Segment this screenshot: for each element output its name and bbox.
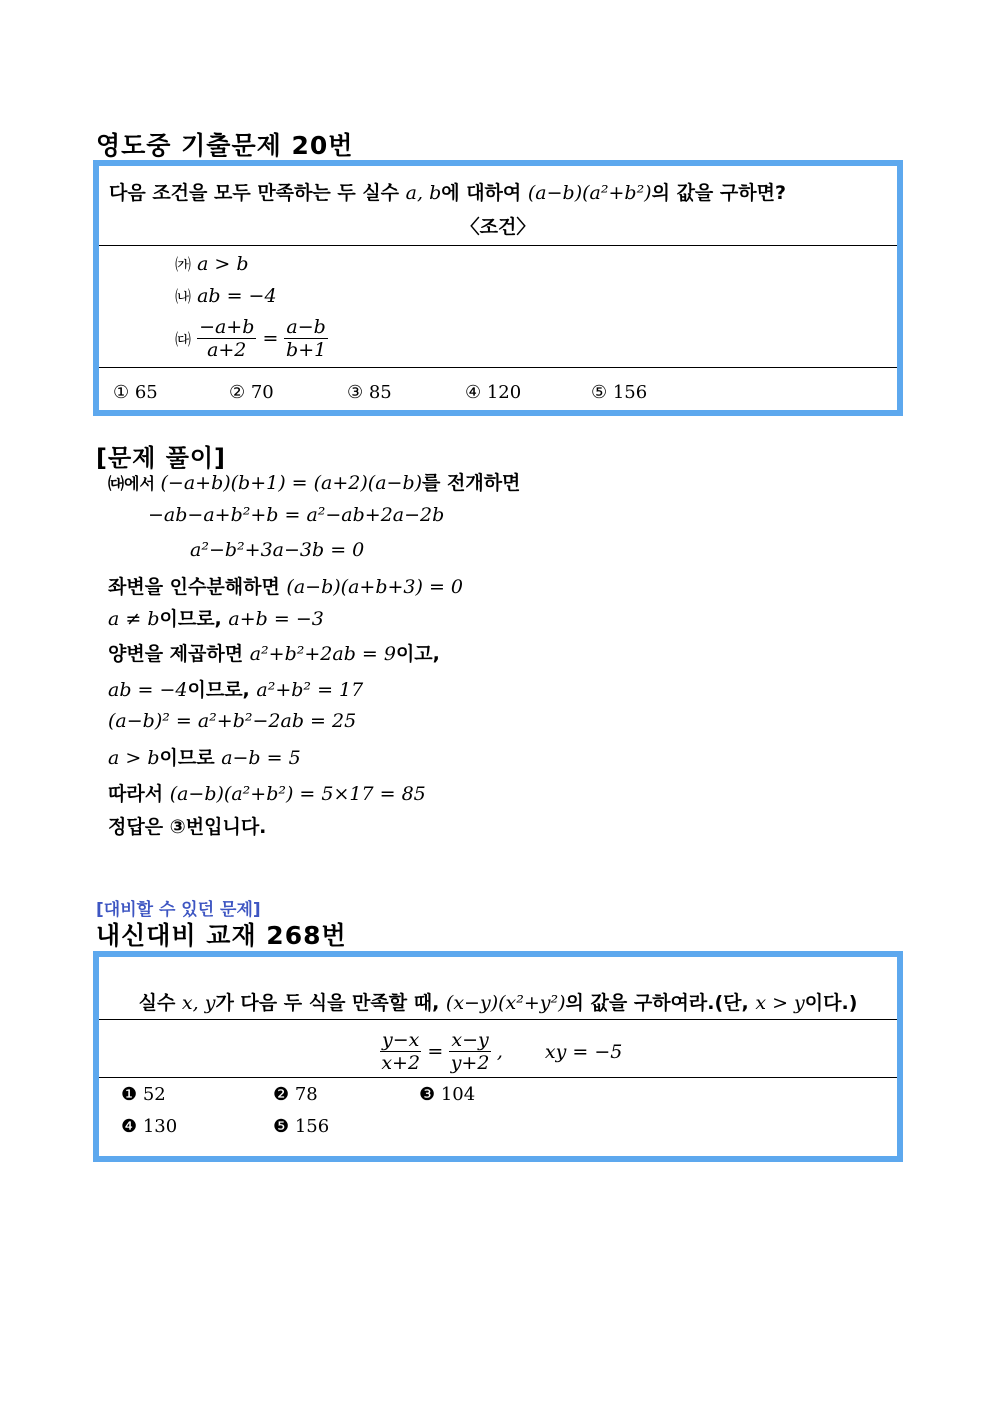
related-problem-tag: [대비할 수 있던 문제] bbox=[96, 900, 261, 920]
choice-4[interactable]: ④ 120 bbox=[465, 382, 522, 403]
choice-3[interactable]: ❸ 104 bbox=[419, 1084, 476, 1105]
solution-line-4: 좌변을 인수분해하면 (a−b)(a+b+3) = 0 bbox=[108, 576, 463, 598]
solution-line-3: a²−b²+3a−3b = 0 bbox=[190, 539, 365, 561]
problem1-question: 다음 조건을 모두 만족하는 두 실수 a, b에 대하여 (a−b)(a²+b²)의 값을 구하면? bbox=[109, 182, 786, 204]
condition-na: ㈏ ab = −4 bbox=[175, 285, 277, 307]
condition-ga: ㈎ a > b bbox=[175, 253, 249, 275]
fraction-left: $\frac{-a+b}{a+2}$ bbox=[199, 316, 255, 361]
solution-line-7: ab = −4이므로, a²+b² = 17 bbox=[108, 679, 364, 701]
condition-heading: 〈조건〉 bbox=[460, 216, 536, 238]
choice-2[interactable]: ❷ 78 bbox=[273, 1084, 318, 1105]
fraction-right: $\frac{x-y}{y+2}$ bbox=[450, 1029, 490, 1074]
choice-5[interactable]: ❺ 156 bbox=[273, 1116, 330, 1137]
solution-line-10: 따라서 (a−b)(a²+b²) = 5×17 = 85 bbox=[108, 783, 426, 805]
choice-1[interactable]: ① 65 bbox=[113, 382, 158, 403]
problem2-question: 실수 x, y가 다음 두 식을 만족할 때, (x−y)(x²+y²)의 값을 구하여라.(단, x > y이다.) bbox=[138, 992, 858, 1014]
choice-3[interactable]: ③ 85 bbox=[347, 382, 392, 403]
solution-line-5: a ≠ b이므로, a+b = −3 bbox=[108, 608, 324, 630]
divider bbox=[99, 1019, 897, 1020]
problem2-equation: $\frac{y-x}{x+2}$ = $\frac{x-y}{y+2}$ , xy = −5 bbox=[381, 1029, 623, 1074]
fraction-right: $\frac{a-b}{b+1}$ bbox=[286, 316, 327, 361]
divider bbox=[99, 1077, 897, 1078]
divider bbox=[99, 367, 897, 368]
choice-2[interactable]: ② 70 bbox=[229, 382, 274, 403]
solution-line-1: ㈐에서 (−a+b)(b+1) = (a+2)(a−b)를 전개하면 bbox=[108, 472, 521, 494]
problem2-box bbox=[93, 951, 903, 1162]
solution-line-9: a > b이므로 a−b = 5 bbox=[108, 747, 301, 769]
choice-1[interactable]: ❶ 52 bbox=[121, 1084, 166, 1105]
solution-line-2: −ab−a+b²+b = a²−ab+2a−2b bbox=[148, 504, 445, 526]
divider bbox=[99, 245, 897, 246]
solution-answer: 정답은 ③번입니다. bbox=[108, 816, 267, 838]
choice-4[interactable]: ❹ 130 bbox=[121, 1116, 178, 1137]
fraction-left: $\frac{y-x}{x+2}$ bbox=[381, 1029, 421, 1074]
solution-heading: [문제 풀이] bbox=[96, 444, 227, 472]
condition-da: ㈐ $\frac{-a+b}{a+2}$ = $\frac{a-b}{b+1}$ bbox=[175, 316, 327, 361]
problem2-title: 내신대비 교재 268번 bbox=[96, 921, 347, 950]
solution-line-8: (a−b)² = a²+b²−2ab = 25 bbox=[108, 710, 357, 732]
choice-5[interactable]: ⑤ 156 bbox=[591, 382, 648, 403]
problem1-box bbox=[93, 160, 903, 416]
problem1-title: 영도중 기출문제 20번 bbox=[96, 131, 354, 160]
solution-line-6: 양변을 제곱하면 a²+b²+2ab = 9이고, bbox=[108, 643, 440, 665]
